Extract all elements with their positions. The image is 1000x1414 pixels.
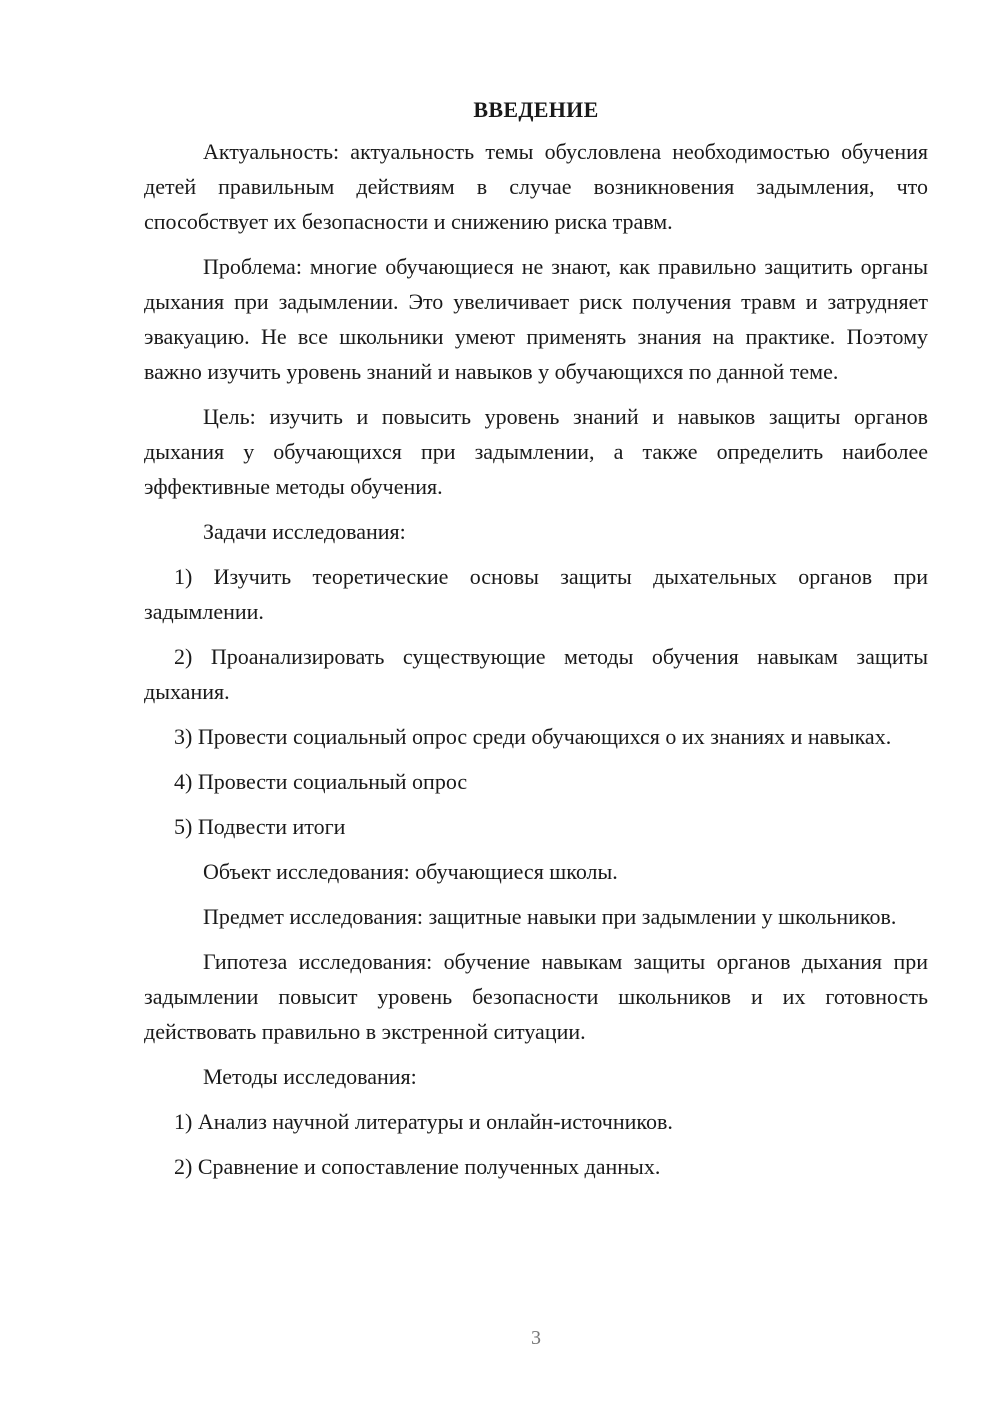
- task-item-5: 5) Подвести итоги: [174, 814, 346, 839]
- paragraph-subject: Предмет исследования: защитные навыки при задымлении у школьников.: [203, 904, 897, 929]
- paragraph-problem: Проблема: многие обучающиеся не знают, как правильно защитить органы дыхания при задымлении. Это увеличивает риск получения травм и затрудняет эвакуацию. Не все школьники умеют применять знания на практике. Поэтому важно изучить уровень знаний и навыков у обучающихся по данной теме.: [144, 254, 928, 384]
- method-item-2: 2) Сравнение и сопоставление полученных данных.: [174, 1154, 661, 1179]
- paragraph-goal: Цель: изучить и повысить уровень знаний и навыков защиты органов дыхания у обучающихся при задымлении, а также определить наиболее эффективные методы обучения.: [144, 404, 928, 499]
- method-item-1: 1) Анализ научной литературы и онлайн-источников.: [174, 1109, 673, 1134]
- task-item-4: 4) Провести социальный опрос: [174, 769, 468, 794]
- page-number: 3: [531, 1327, 541, 1349]
- paragraph-hypothesis: Гипотеза исследования: обучение навыкам защиты органов дыхания при задымлении повысит уровень безопасности школьников и их готовность действовать правильно в экстренной ситуации.: [144, 949, 928, 1044]
- paragraph-tasks-heading: Задачи исследования:: [203, 519, 406, 544]
- task-item-3: 3) Провести социальный опрос среди обучающихся о их знаниях и навыках.: [174, 724, 892, 749]
- document-page: [144, 92, 928, 1194]
- paragraph-object: Объект исследования: обучающиеся школы.: [203, 859, 618, 884]
- paragraph-relevance: Актуальность: актуальность темы обусловлена необходимостью обучения детей правильным действиям в случае возникновения задымления, что способствует их безопасности и снижению риска травм.: [144, 139, 928, 234]
- task-item-1: 1) Изучить теоретические основы защиты дыхательных органов при задымлении.: [144, 564, 928, 624]
- paragraph-methods-heading: Методы исследования:: [203, 1064, 417, 1089]
- task-item-2: 2) Проанализировать существующие методы обучения навыкам защиты дыхания.: [144, 644, 928, 704]
- section-title: ВВЕДЕНИЕ: [473, 97, 599, 122]
